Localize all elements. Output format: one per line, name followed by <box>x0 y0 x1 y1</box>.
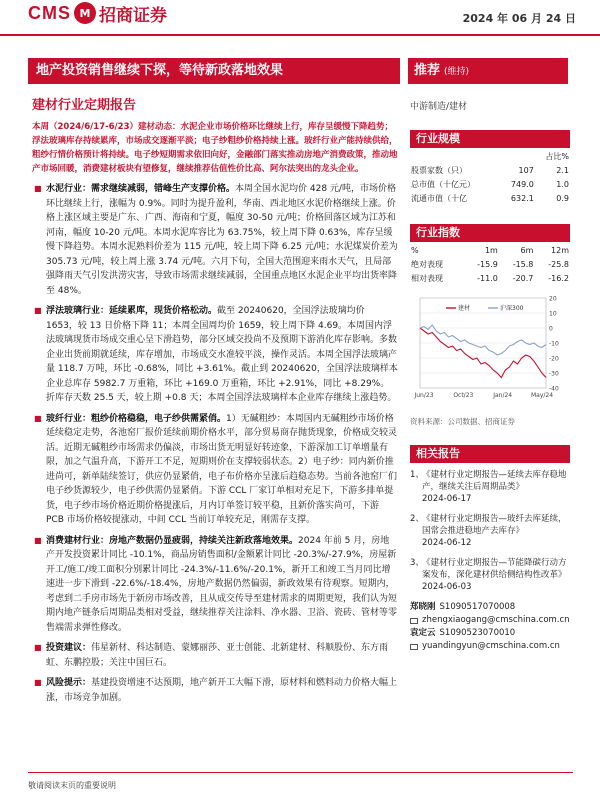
related-text: 《建材行业定期报告—节能降碳行动方案发布，深化建材供给侧结构性改革》 <box>422 558 567 580</box>
scale-pct: 1.0 <box>556 180 569 189</box>
rating-label: 推荐 <box>414 63 441 78</box>
related-index: 2、 <box>410 514 424 524</box>
cms-logo <box>28 0 167 26</box>
chart-source: 资料来源：公司数据、招商证券 <box>410 417 515 426</box>
related-title: 相关报告 <box>410 445 570 463</box>
scale-label: 总市值（十亿元） <box>411 180 475 189</box>
index-value: -15.8 <box>512 260 534 269</box>
table-row <box>410 244 570 258</box>
report-date: 2024 年 06 月 24 日 <box>462 12 576 25</box>
bullet-text: 2024 年前 5 月，房地产开发投资累计同比 -10.1%，商品房销售面积/金额累计同比 -20.3%/-27.9%，房屋新开工/施工/竣工面积分别累计同比 -24.3%/-11.6%/-20.1%，新开工和竣工当月同比增速进一步下滑到 -22.6%/-18.4%，房地产数据仍然偏弱，新政效果有待观察。短期内，考虑到二手房市场先于新房市场改善，且从成交传导至建材需求的周期更短，我们认为短期内地产链条后周期品类相对受益，继续推荐关注涂料、净水器、卫浴、瓷砖、管材等零售端需求弹性修改。 <box>46 535 398 633</box>
footer-divider <box>28 772 573 773</box>
table-row <box>410 192 570 206</box>
table-row <box>410 164 570 178</box>
analyst-id: S1090523070010 <box>439 628 516 638</box>
bullet-item <box>32 676 398 705</box>
main-content <box>32 120 398 775</box>
report-title: 地产投资销售继续下探，等待新政落地效果 <box>28 58 400 84</box>
scale-value: 107 <box>518 166 534 175</box>
y-tick-label: -40 <box>549 385 559 393</box>
index-table <box>410 244 570 286</box>
logo-en: CMS <box>28 2 71 23</box>
series-line-industry <box>420 328 546 378</box>
analyst-email[interactable]: zhengxiaogang@cmschina.com.cn <box>422 615 570 625</box>
analyst-email[interactable]: yuandingyun@cmschina.com.cn <box>422 641 560 651</box>
related-report[interactable] <box>410 513 570 549</box>
index-label: 相对表现 <box>411 274 443 283</box>
related-index: 1、 <box>410 470 424 480</box>
analyst-id: S1090517070008 <box>439 602 516 612</box>
legend-label: 建材 <box>458 305 471 312</box>
legend-label: 沪深300 <box>500 305 524 312</box>
analyst-name: 郑晓刚 <box>410 602 436 612</box>
index-value: -11.0 <box>477 274 498 283</box>
index-chart <box>410 290 570 410</box>
bullet-head: 风险提示： <box>46 678 92 688</box>
related-date: 2024-06-17 <box>422 494 472 504</box>
logo-cn: 招商证券 <box>99 5 167 26</box>
analyst-row <box>410 601 570 614</box>
index-header: % <box>411 246 419 255</box>
x-tick-label: Jun/23 <box>414 392 434 399</box>
y-tick-label: -30 <box>549 370 559 378</box>
bullet-item <box>32 412 398 528</box>
y-tick-label: 10 <box>549 310 557 318</box>
related-text: 《建材行业定期报告—玻纤去库延续，国常会推进稳地产去库存》 <box>422 514 567 536</box>
bullet-head: 浮法玻璃行业：延续累库，现货价格松动。 <box>46 306 218 316</box>
index-header: 6m <box>520 246 534 255</box>
bullet-item <box>32 182 398 298</box>
industry-label: 中游制造/建材 <box>410 102 468 112</box>
footer-note: 敬请阅读末页的重要说明 <box>28 781 116 790</box>
table-row <box>410 258 570 272</box>
bullet-text: 1）无碱粗纱：本周国内无碱粗纱市场价格延续稳定走势，各池窑厂报价延续前期价格水平，部分贸易商存抛货现象，价格成交较灵活。近期无碱粗纱市场需求仍偏淡，市场出货无明显好转迹象，下游深加工订单增量有限，加之气温升高，下游开工不足，短期则价在支撑较弱状态。2）电子纱：同内新价推进尚可，新单陆续签订，供应仍显紧俏，电子布价格亦呈涨后趋稳态势。当前各池窑厂们电子纱货源较少，电子纱供需仍显紧俏。下游 CCL 厂家订单相对充足下，下游多排单提货，电子纱市场价格近期价格提涨后，月内订单签订较平稳，且新价落实尚可，下游 PCB 市场价格较提涨动，中间 CCL 当前订单较充足，刚需存支撑。 <box>46 413 398 525</box>
bullet-list <box>32 182 398 705</box>
scale-title: 行业规模 <box>410 130 570 148</box>
x-tick-label: Jan/24 <box>493 392 513 399</box>
related-report[interactable] <box>410 469 570 505</box>
index-label: 绝对表现 <box>411 260 443 269</box>
index-value: -20.7 <box>512 274 534 283</box>
analyst-row <box>410 627 570 640</box>
bullet-head: 水泥行业：需求继续减弱，错峰生产支撑价格。 <box>46 184 236 194</box>
mail-icon <box>410 618 418 624</box>
y-tick-label: -10 <box>549 340 559 348</box>
scale-label: 流通市值（十亿 <box>411 194 467 203</box>
bullet-head: 玻纤行业：粗纱价格稳稳，电子纱供需紧俏。 <box>46 413 227 424</box>
scale-table <box>410 150 570 206</box>
y-tick-label: 0 <box>549 325 553 333</box>
related-date: 2024-06-12 <box>422 538 472 548</box>
related-text: 《建材行业定期报告—延续去库存稳地产，继续关注后周期品类》 <box>422 470 567 492</box>
mail-icon <box>410 644 418 650</box>
scale-pct: 0.9 <box>556 194 569 203</box>
header <box>0 0 600 36</box>
bullet-head: 消费建材行业：房地产数据仍显疲弱，持续关注新政落地效果。 <box>46 535 299 546</box>
related-report[interactable] <box>410 557 570 593</box>
summary-text: 本周（2024/6/17-6/23）建材动态：水泥企业市场价格环比继续上行，库存呈缓慢下降趋势；浮法玻璃库存持续累库，市场成交逐渐平淡；电子纱粗纱价格持续上涨。玻纤行业产能持续供给，粗纱行情价格预计将持续。电子纱短期需求依旧向好，金融部门落实推动房地产消费政策，推动地产市场回暖，消费建材板块有望修复，继续推荐估值性价比高、阿尔法突出的龙头企业。 <box>32 122 398 174</box>
analyst-name: 袁定云 <box>410 628 436 638</box>
index-value: -16.2 <box>548 274 569 283</box>
index-title: 行业指数 <box>410 224 570 242</box>
index-value: -25.8 <box>548 260 569 269</box>
index-header: 1m <box>484 246 498 255</box>
bullet-item <box>32 534 398 636</box>
scale-label: 股票家数（只） <box>411 166 467 175</box>
rating-bar <box>408 58 568 84</box>
sidebar <box>410 94 570 653</box>
rating-sub: (维持) <box>444 67 470 77</box>
index-header: 12m <box>551 246 569 255</box>
scale-pct: 2.1 <box>556 166 569 175</box>
logo-badge-icon: M <box>74 2 96 24</box>
bullet-text: 伟星新材、科达制造、蒙娜丽莎、亚士创能、北新建材、科顺股份、东方雨虹、东鹏控股；关注中国巨石。 <box>46 643 389 668</box>
bullet-text: 本周全国水泥均价 428 元/吨，市场价格环比继续上行，涨幅为 0.9%。同时为提升盈利，华南、西北地区水泥价格继续上涨。价格上涨区域主要是广东、广西、海南和宁夏，幅度 30-50 元/吨；价格回落区域为江苏和河南，幅度 10-20 元/吨。本周水泥库容比为 63.75%，较上周下降 0.63%，库存呈缓慢下降趋势。本周水泥熟料价差为 115 元/吨，较上周下降 6.25 元/吨；水泥煤炭价差为 305.73 元/吨，较上周上涨 3.74 元/吨。六月下旬，全国大范围迎来雨水天气，且局部强降雨天气引发洪涝灾害，导致市场需求继续减弱，全国重点地区水泥企业平均出货率降至 48%。 <box>46 184 398 296</box>
related-list <box>410 469 570 593</box>
header-divider <box>0 34 600 36</box>
scale-col-header: 占比% <box>545 152 569 161</box>
table-row <box>410 178 570 192</box>
bullet-text: 截至 20240620，全国浮法玻璃均价 1653，较 13 日价格下降 11；本周全国周均价 1659，较上周下降 4.69。本周国内浮法玻璃现货市场成交重心呈下滑趋势，部分区域交投尚不及预期下游消化库存影响。多数企业出货前期就延续，库存增加，市场成交水准较平淡，操作灵活。本周全国浮法玻璃产量 118.7 万吨，环比 -0.68%，同比 +3.61%。截止到 20240620，全国浮法玻璃样本企业总库存 5982.7 万重箱，环比 +169.0 万重箱，环比 +2.91%，同比 +8.29%。折库存天数 25.5 天，较上期 +0.8 天；本周全国浮法玻璃样本企业库存继续上涨趋势。 <box>46 306 398 403</box>
report-subtitle: 建材行业定期报告 <box>32 98 137 113</box>
bullet-head: 投资建议： <box>46 643 92 653</box>
index-value: -15.9 <box>477 260 498 269</box>
bullet-item <box>32 304 398 406</box>
x-tick-label: Oct/23 <box>453 392 474 399</box>
bullet-text: 基建投资增速不达预期，地产新开工大幅下滑，原材料和燃料动力价格大幅上涨，市场竞争加剧。 <box>46 678 398 703</box>
table-row <box>410 272 570 286</box>
analyst-email-row[interactable] <box>410 640 570 653</box>
related-date: 2024-06-03 <box>422 582 472 592</box>
related-index: 3、 <box>410 558 424 568</box>
analyst-email-row[interactable] <box>410 614 570 627</box>
analyst-block <box>410 601 570 653</box>
bullet-item <box>32 641 398 670</box>
scale-value: 749.0 <box>510 180 534 189</box>
scale-value: 632.1 <box>510 194 534 203</box>
x-tick-label: May/24 <box>530 392 554 399</box>
y-tick-label: 20 <box>549 295 557 303</box>
y-tick-label: -20 <box>549 355 559 363</box>
